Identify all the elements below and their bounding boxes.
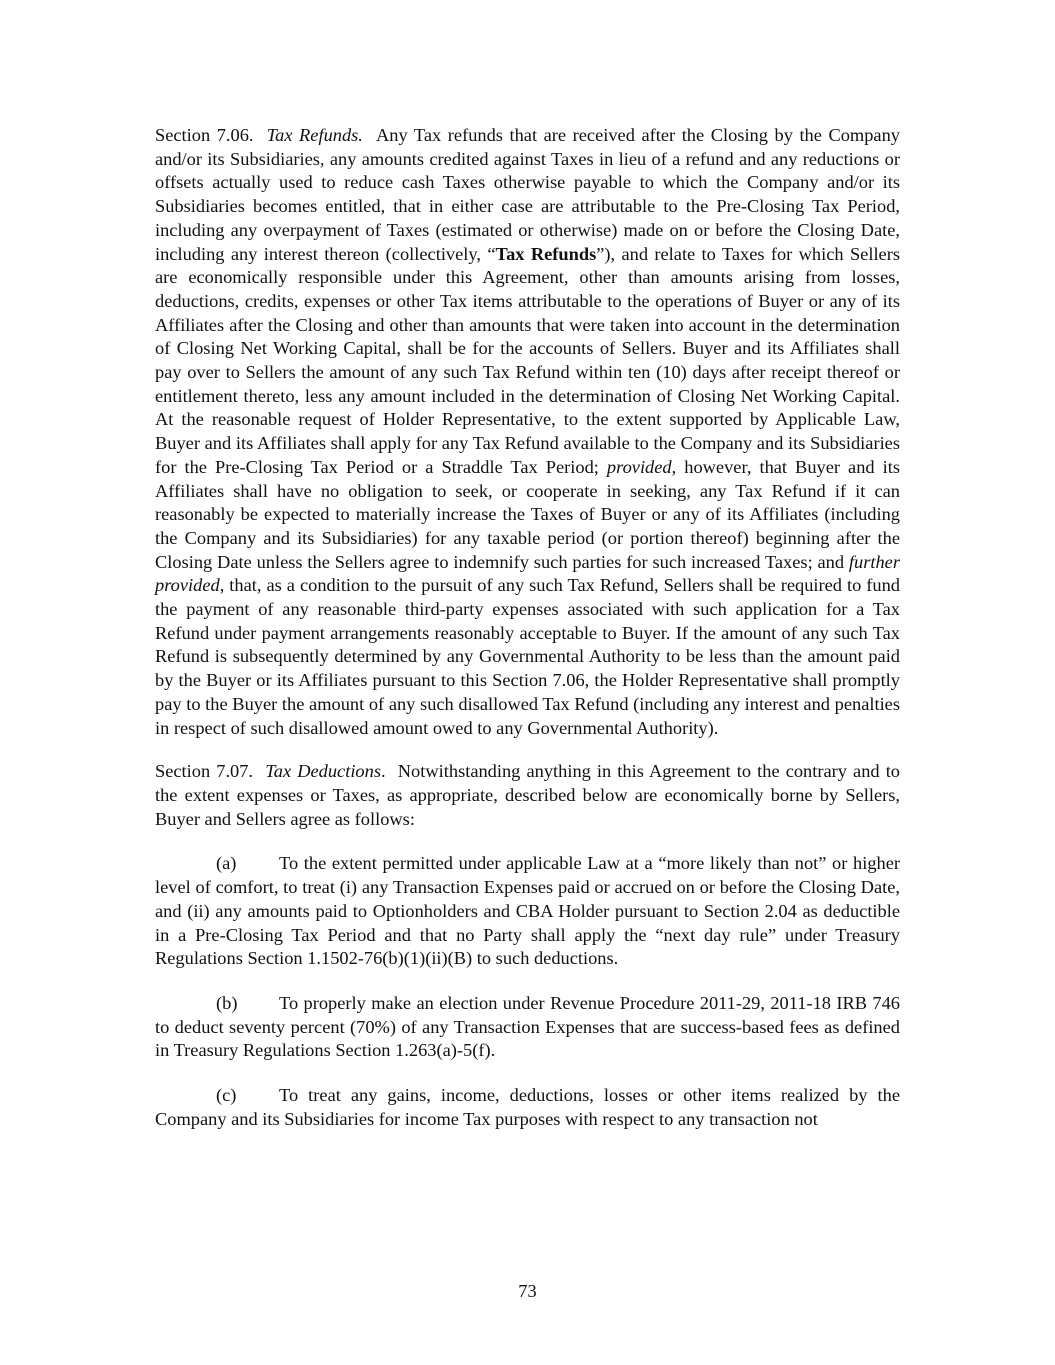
section-7-06-text-part-2: ”), and relate to Taxes for which Sellers are economically responsible under this Agreement, other than amounts arising from losses, deductions, credits, expenses or other Tax items attributable to the operations of Buyer or any of its Affiliates after the Closing and other than amounts that were taken into account in the determination of Closing Net Working Capital, shall be for the accounts of Sellers. Buyer and its Affiliates shall pay over to Sellers the amount of any such Tax Refund within ten (10) days after receipt thereof or entitlement thereto, less any amount included in the determination of Closing Net Working Capital. At the reasonable request of Holder Representative, to the extent supported by Applicable Law, Buyer and its Affiliates shall apply for any Tax Refund available to the Company and its Subsidiaries for the Pre-Closing Tax Period or a Straddle Tax Period; bbox=[155, 243, 900, 477]
list-item-text: To the extent permitted under applicable Law at a “more likely than not” or higher level of comfort, to treat (i) any Transaction Expenses paid or accrued on or before the Closing Date, and (ii) any amounts paid to Optionholders and CBA Holder pursuant to Section 2.04 as deductible in a Pre-Closing Tax Period and that no Party shall apply the “next day rule” under Treasury Regulations Section 1.1502-76(b)(1)(ii)(B) to such deductions. bbox=[155, 853, 900, 969]
list-item-marker: (b) bbox=[216, 992, 238, 1013]
list-item-text: To treat any gains, income, deductions, losses or other items realized by the Company and its Subsidiaries for income Tax purposes with respect to any transaction not bbox=[155, 1085, 900, 1129]
section-7-06-text-part-1: Any Tax refunds that are received after the Closing by the Company and/or its Subsidiaries, any amounts credited against Taxes in lieu of a refund and any reductions or offsets actually used to reduce cash Taxes otherwise payable to which the Company and/or its Subsidiaries becomes entitled, that in either case are attributable to the Pre-Closing Tax Period, including any overpayment of Taxes (estimated or otherwise) made on or before the Closing Date, including any interest thereon (collectively, “ bbox=[155, 125, 900, 264]
section-7-07-title: Tax Deductions bbox=[265, 761, 381, 782]
list-item-text: To properly make an election under Revenue Procedure 2011-29, 2011-18 IRB 746 to deduct seventy percent (70%) of any Transaction Expenses that are success-based fees as defined in Treasury Regulations Section 1.263(a)-5(f). bbox=[155, 992, 900, 1061]
list-item-c bbox=[155, 1084, 900, 1131]
section-7-07-title-period: . bbox=[380, 761, 386, 782]
list-item-marker: (c) bbox=[216, 1085, 237, 1106]
section-7-06-text-part-3: , however, that Buyer and its Affiliates shall have no obligation to seek, or cooperate in seeking, any Tax Refund if it can reasonably be expected to materially increase the Taxes of Buyer or any of its Affiliates (including the Company and its Subsidiaries) for any taxable period (or portion thereof) beginning after the Closing Date unless the Sellers agree to indemnify such parties for such increased Taxes; and bbox=[155, 456, 900, 572]
provided-italic: provided bbox=[606, 456, 672, 477]
list-item-marker: (a) bbox=[216, 853, 237, 874]
section-7-07-number: Section 7.07. bbox=[155, 761, 254, 782]
section-7-06-number: Section 7.06. bbox=[155, 125, 254, 145]
further-provided-italic: further provided bbox=[155, 551, 900, 596]
page-number: 73 bbox=[518, 1281, 537, 1301]
section-7-06-text-part-4: , that, as a condition to the pursuit of any such Tax Refund, Sellers shall be required to fund the payment of any reasonable third-party expenses associated with such application for a Tax Refund under payment arrangements reasonably acceptable to Buyer. If the amount of any such Tax Refund is subsequently determined by any Governmental Authority to be less than the amount paid by the Buyer or its Affiliates pursuant to this Section 7.06, the Holder Representative shall promptly pay to the Buyer the amount of any such disallowed Tax Refund (including any interest and penalties in respect of such disallowed amount owed to any Governmental Authority). bbox=[155, 575, 900, 738]
section-7-07-paragraph bbox=[155, 760, 900, 831]
section-7-06-title: Tax Refunds. bbox=[266, 125, 363, 145]
section-7-07-text: Notwithstanding anything in this Agreement to the contrary and to the extent expenses or Taxes, as appropriate, described below are economically borne by Sellers, Buyer and Sellers agree as follows: bbox=[155, 761, 900, 829]
list-item-b bbox=[155, 992, 900, 1063]
document-page bbox=[155, 124, 900, 1131]
section-7-06-paragraph bbox=[155, 124, 900, 740]
tax-refunds-defined-term: Tax Refunds bbox=[495, 243, 597, 264]
list-item-a bbox=[155, 852, 900, 971]
